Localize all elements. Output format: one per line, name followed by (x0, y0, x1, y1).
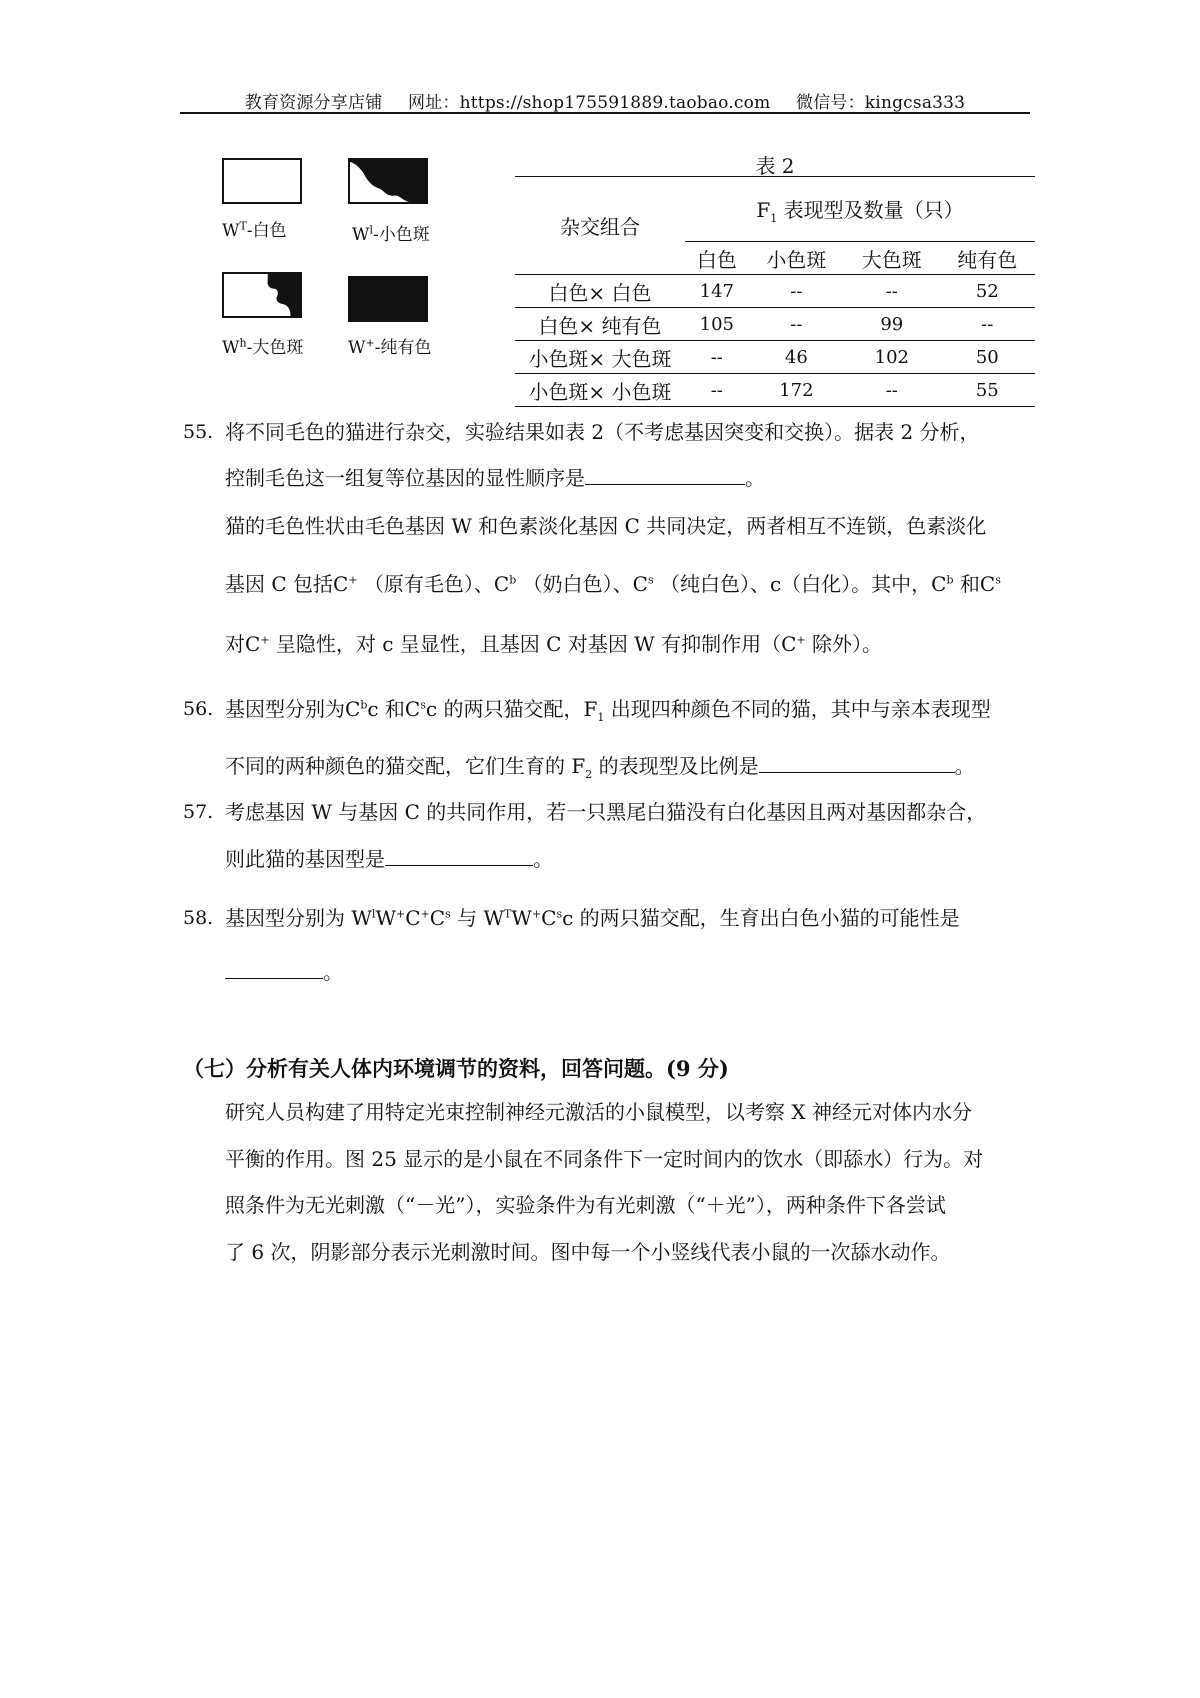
q58-answer-blank[interactable] (225, 960, 323, 979)
col-large-spot: 大色斑 (861, 247, 922, 272)
table-caption: 表 2 (755, 154, 795, 178)
q55-answer-blank[interactable] (585, 466, 745, 485)
white-swatch (222, 158, 302, 204)
table-row: 小色斑× 大色斑 -- 46 102 50 (515, 341, 1035, 374)
q55-number: 55. (183, 421, 214, 443)
legend-solid: W+-纯有色 (348, 336, 432, 358)
section7-p4: 了 6 次，阴影部分表示光刺激时间。图中每一个小竖线代表小鼠的一次舔水动作。 (225, 1240, 951, 1264)
col-white: 白色 (696, 247, 737, 272)
small-spot-swatch (348, 158, 428, 204)
table-row: 小色斑× 小色斑 -- 172 -- 55 (515, 374, 1035, 407)
cross-results-table (515, 176, 1035, 407)
q56-line2: 不同的两种颜色的猫交配，它们生育的 $F_2$ 的表现型及比例是 。 (225, 754, 975, 781)
f1-header: $F_1$ 表现型及数量（只） (685, 177, 1035, 242)
shop-url: 网址：https://shop175591889.taobao.com (408, 93, 771, 113)
q58-line2: 。 (225, 960, 343, 984)
page-header (180, 88, 1030, 113)
section7-p1: 研究人员构建了用特定光束控制神经元激活的小鼠模型，以考察 X 神经元对体内水分 (225, 1100, 972, 1124)
intro-line3: 对C+ 呈隐性，对 c 呈显性，且基因 C 对基因 W 有抑制作用（C+ 除外）。 (225, 632, 882, 656)
q58-number: 58. (183, 907, 214, 929)
section7-p3: 照条件为无光刺激（“－光”），实验条件为有光刺激（“＋光”），两种条件下各尝试 (225, 1193, 946, 1217)
q57-line1: 考虑基因 W 与基因 C 的共同作用，若一只黑尾白猫没有白化基因且两对基因都杂合， (225, 800, 987, 824)
intro-line1: 猫的毛色性状由毛色基因 W 和色素淡化基因 C 共同决定，两者相互不连锁，色素淡化 (225, 514, 987, 538)
shop-name: 教育资源分享店铺 (244, 93, 383, 113)
q57-answer-blank[interactable] (385, 847, 533, 866)
q56-number: 56. (183, 698, 214, 720)
combo-header: 杂交组合 (515, 177, 685, 275)
section7-p2: 平衡的作用。图 25 显示的是小鼠在不同条件下一定时间内的饮水（即舔水）行为。对 (225, 1147, 984, 1171)
col-solid: 纯有色 (957, 247, 1018, 272)
intro-line2: 基因 C 包括C+ （原有毛色）、$C^b$ （奶白色）、$C^s$ （纯白色）、c（白化）。其中，$C^b$ 和$C^s$ (225, 572, 1001, 596)
solid-swatch (348, 276, 428, 322)
table-row: 白色× 纯有色 105 -- 99 -- (515, 308, 1035, 341)
q57-line2: 则此猫的基因型是 。 (225, 847, 553, 871)
section7-title: （七）分析有关人体内环境调节的资料，回答问题。(9 分) (183, 1056, 729, 1081)
header-divider (180, 112, 1030, 114)
legend-small-spot: $W^l-$小色斑 (352, 223, 430, 245)
q58-line1: 基因型分别为 $W^lW^+C^+C^s$ 与 $W^TW^+C^sc$ 的两只猫交配，生育出白色小猫的可能性是 (225, 906, 960, 930)
wechat-id: 微信号：kingcsa333 (796, 93, 966, 113)
q55-line2: 控制毛色这一组复等位基因的显性顺序是 。 (225, 466, 765, 490)
legend-large-spot: $W^h-$大色斑 (222, 336, 304, 358)
col-small-spot: 小色斑 (766, 247, 827, 272)
q55-line1: 将不同毛色的猫进行杂交，实验结果如表 2（不考虑基因突变和交换）。据表 2 分析， (225, 420, 980, 444)
q56-answer-blank[interactable] (759, 754, 955, 773)
large-spot-swatch (222, 272, 302, 318)
q57-number: 57. (183, 801, 214, 823)
legend-white: $W^T-$白色 (222, 219, 287, 241)
q56-line1: 基因型分别为$C^bc$ 和$C^sc$ 的两只猫交配，$F_1$ 出现四种颜色不同的猫，其中与亲本表现型 (225, 697, 991, 724)
table-row: 白色× 白色 147 -- -- 52 (515, 275, 1035, 308)
